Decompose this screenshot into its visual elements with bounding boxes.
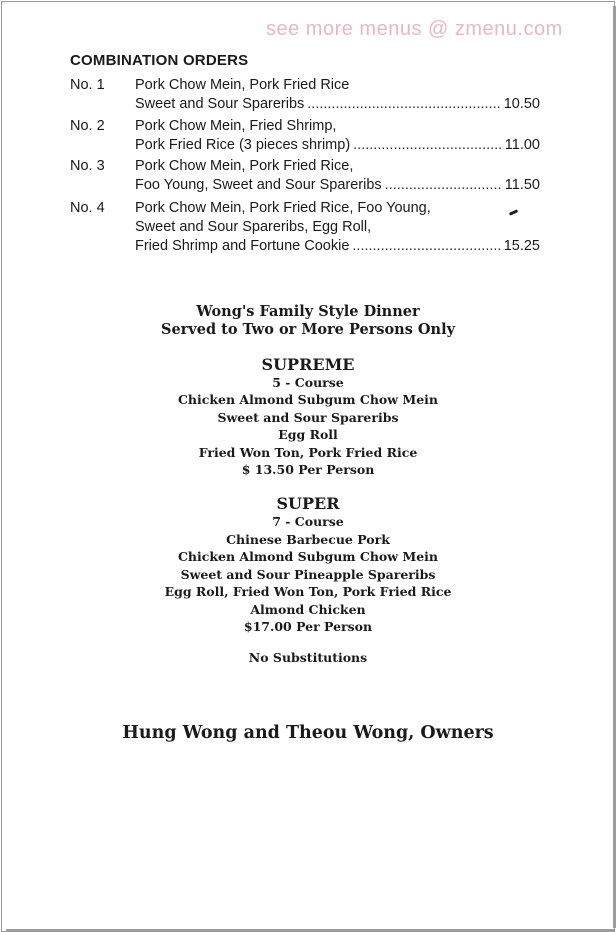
supreme-dish: Egg Roll xyxy=(278,427,338,442)
combo-number: No. 4 xyxy=(70,200,105,216)
owners-line: Hung Wong and Theou Wong, Owners xyxy=(122,723,494,743)
no-substitutions-note: No Substitutions xyxy=(248,650,368,665)
combo-price: 11.50 xyxy=(504,177,540,193)
combo-number: No. 1 xyxy=(70,77,105,93)
combo-number: No. 2 xyxy=(70,118,105,134)
combo-price: 15.25 xyxy=(503,238,540,254)
combo-number: No. 3 xyxy=(70,158,105,174)
dot-leader xyxy=(352,237,500,256)
combination-orders-heading: COMBINATION ORDERS xyxy=(70,52,249,69)
watermark-link[interactable]: see more menus @ zmenu.com xyxy=(266,18,563,40)
super-dish: Chicken Almond Subgum Chow Mein xyxy=(177,549,439,564)
super-dish: Egg Roll, Fried Won Ton, Pork Fried Rice xyxy=(164,584,452,599)
combo-description: Fried Shrimp and Fortune Cookie xyxy=(135,238,350,254)
family-dinner-subheading: Served to Two or More Persons Only xyxy=(160,321,456,338)
dot-leader xyxy=(353,136,502,155)
combo-description: Pork Fried Rice (3 pieces shrimp) xyxy=(135,137,351,153)
combo-description: Sweet and Sour Spareribs, Egg Roll, xyxy=(135,219,372,235)
super-dish: Almond Chicken xyxy=(250,602,366,617)
dot-leader xyxy=(385,176,502,195)
supreme-dish: Chicken Almond Subgum Chow Mein xyxy=(177,392,439,407)
super-course: 7 - Course xyxy=(272,514,344,529)
combo-description: Pork Chow Mein, Pork Fried Rice, xyxy=(135,158,354,174)
supreme-course: 5 - Course xyxy=(272,375,344,390)
supreme-dish: Fried Won Ton, Pork Fried Rice xyxy=(198,445,418,460)
super-dish: Sweet and Sour Pineapple Spareribs xyxy=(180,567,436,582)
super-dish: Chinese Barbecue Pork xyxy=(226,532,390,547)
combo-description: Pork Chow Mein, Fried Shrimp, xyxy=(135,118,337,134)
combo-price: 11.00 xyxy=(504,137,540,153)
dot-leader xyxy=(307,95,500,114)
supreme-dish: Sweet and Sour Spareribs xyxy=(217,410,399,425)
combo-description: Foo Young, Sweet and Sour Spareribs xyxy=(135,177,382,193)
combo-description: Sweet and Sour Spareribs xyxy=(135,96,305,112)
super-title: SUPER xyxy=(276,494,340,513)
combo-price: 10.50 xyxy=(503,96,540,112)
supreme-price: $ 13.50 Per Person xyxy=(241,462,375,477)
super-price: $17.00 Per Person xyxy=(243,619,373,634)
combo-description: Pork Chow Mein, Pork Fried Rice, Foo Young, xyxy=(135,200,431,216)
family-dinner-heading: Wong's Family Style Dinner xyxy=(196,303,420,320)
combo-description: Pork Chow Mein, Pork Fried Rice xyxy=(135,77,350,93)
supreme-title: SUPREME xyxy=(261,355,355,374)
